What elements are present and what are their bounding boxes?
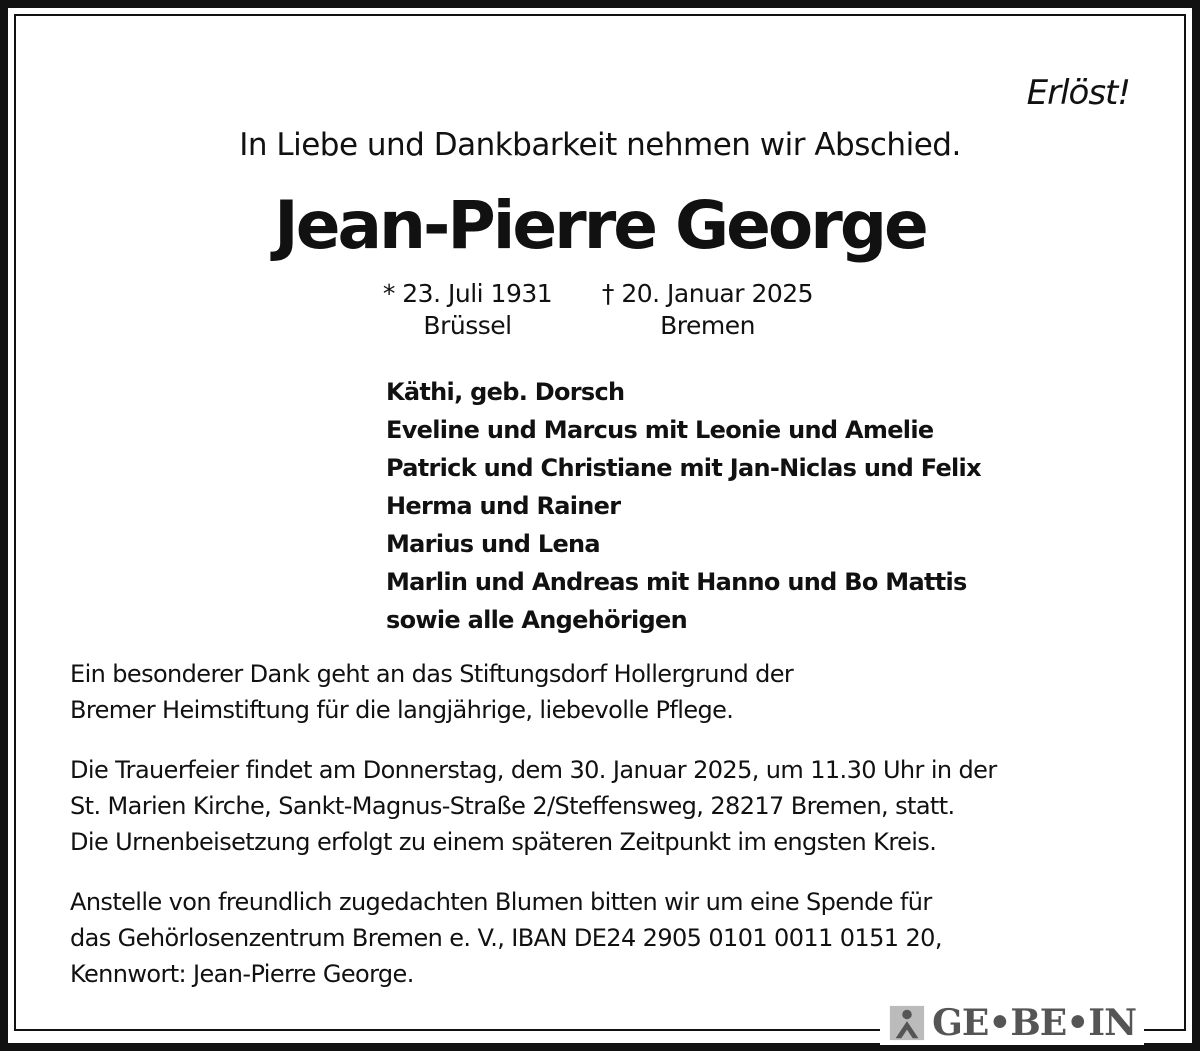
mourner-line: Marlin und Andreas mit Hanno und Bo Mattis xyxy=(386,568,967,596)
gebein-mark-icon xyxy=(888,1004,926,1042)
thanks-paragraph xyxy=(70,656,793,728)
mourners-list xyxy=(386,373,981,639)
ceremony-line: Die Trauerfeier findet am Donnerstag, dem 30. Januar 2025, um 11.30 Uhr in der xyxy=(70,756,997,784)
death-info xyxy=(585,278,830,342)
ceremony-line: Die Urnenbeisetzung erfolgt zu einem späteren Zeitpunkt im engsten Kreis. xyxy=(70,828,937,856)
motto: Erlöst! xyxy=(1026,73,1130,113)
mourner-line: Marius und Lena xyxy=(386,530,600,558)
ceremony-line: St. Marien Kirche, Sankt-Magnus-Straße 2/Steffensweg, 28217 Bremen, statt. xyxy=(70,792,955,820)
thanks-line: Ein besonderer Dank geht an das Stiftungsdorf Hollergrund der xyxy=(70,660,794,688)
birth-date: * 23. Juli 1931 xyxy=(382,279,553,308)
donation-line: Kennwort: Jean-Pierre George. xyxy=(70,960,414,988)
mourner-line: Herma und Rainer xyxy=(386,492,621,520)
mourner-line: Eveline und Marcus mit Leonie und Amelie xyxy=(386,416,934,444)
donation-paragraph xyxy=(70,884,942,992)
intro-line: In Liebe und Dankbarkeit nehmen wir Abschied. xyxy=(239,127,961,163)
donation-line: Anstelle von freundlich zugedachten Blumen bitten wir um eine Spende für xyxy=(70,888,932,916)
death-place: Bremen xyxy=(660,311,755,340)
ceremony-paragraph xyxy=(70,752,997,860)
logo-text: GE•BE•IN xyxy=(932,1002,1136,1044)
death-date: † 20. Januar 2025 xyxy=(601,279,814,308)
mourner-line: Patrick und Christiane mit Jan-Niclas und Felix xyxy=(386,454,981,482)
birth-info xyxy=(380,278,555,342)
donation-line: das Gehörlosenzentrum Bremen e. V., IBAN DE24 2905 0101 0011 0151 20, xyxy=(70,924,942,952)
mourner-line: sowie alle Angehörigen xyxy=(386,606,687,634)
birth-place: Brüssel xyxy=(423,311,512,340)
deceased-name: Jean-Pierre George xyxy=(274,187,926,264)
gebein-logo xyxy=(880,1001,1144,1045)
thanks-line: Bremer Heimstiftung für die langjährige, liebevolle Pflege. xyxy=(70,696,734,724)
mourner-line: Käthi, geb. Dorsch xyxy=(386,378,625,406)
